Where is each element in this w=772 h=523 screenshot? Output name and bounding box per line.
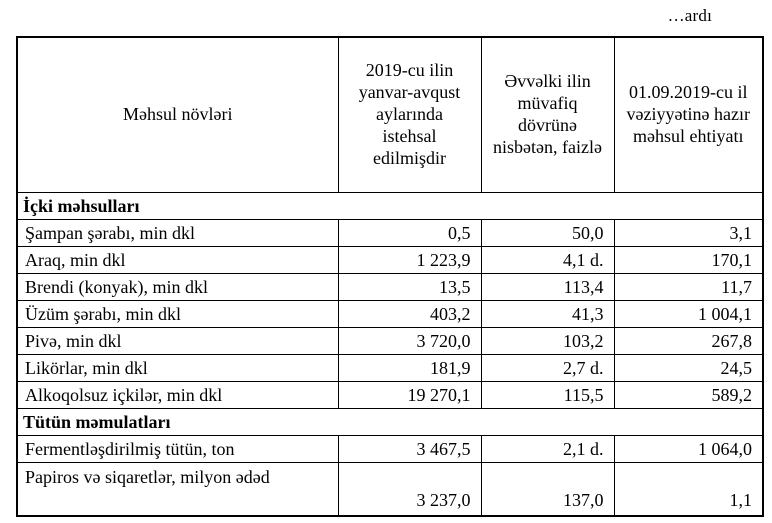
section-title: Tütün məmulatları — [17, 409, 763, 436]
table-row — [17, 328, 763, 355]
percent-value: 50,0 — [481, 220, 614, 247]
table-row — [17, 220, 763, 247]
stock-value: 1 004,1 — [614, 301, 763, 328]
stock-value: 24,5 — [614, 355, 763, 382]
percent-value: 4,1 d. — [481, 247, 614, 274]
percent-value: 115,5 — [481, 382, 614, 409]
product-label: Alkoqolsuz içkilər, min dkl — [17, 382, 338, 409]
table-row — [17, 355, 763, 382]
column-header-percent-vs-prev-year: Əvvəlki ilin müvafiq dövrünə nisbətən, faizlə — [481, 37, 614, 193]
stock-value: 170,1 — [614, 247, 763, 274]
table-row — [17, 274, 763, 301]
column-header-stock: 01.09.2019-cu il vəziyyətinə hazır məhsul ehtiyatı — [614, 37, 763, 193]
stock-value: 3,1 — [614, 220, 763, 247]
percent-value: 2,7 d. — [481, 355, 614, 382]
column-header-product-types: Məhsul növləri — [17, 37, 338, 193]
product-label: Fermentləşdirilmiş tütün, ton — [17, 436, 338, 463]
product-label: Papiros və siqaretlər, milyon ədəd — [17, 463, 338, 516]
produced-value: 1 223,9 — [338, 247, 481, 274]
percent-value: 103,2 — [481, 328, 614, 355]
table-row — [17, 436, 763, 463]
product-label: Likörlar, min dkl — [17, 355, 338, 382]
table-row — [17, 301, 763, 328]
product-label: Üzüm şərabı, min dkl — [17, 301, 338, 328]
produced-value: 13,5 — [338, 274, 481, 301]
table-row — [17, 247, 763, 274]
stock-value: 11,7 — [614, 274, 763, 301]
produced-value: 19 270,1 — [338, 382, 481, 409]
product-label: Brendi (konyak), min dkl — [17, 274, 338, 301]
column-header-produced: 2019-cu ilin yanvar-avqust aylarında istehsal edilmişdir — [338, 37, 481, 193]
produced-value: 181,9 — [338, 355, 481, 382]
table-header-row — [17, 37, 763, 193]
stock-value: 1 064,0 — [614, 436, 763, 463]
continuation-marker: …ardı — [667, 6, 712, 25]
section-row-beverages — [17, 193, 763, 220]
section-title: İçki məhsulları — [17, 193, 763, 220]
section-row-tobacco — [17, 409, 763, 436]
table-row — [17, 382, 763, 409]
products-table — [16, 36, 764, 517]
percent-value: 41,3 — [481, 301, 614, 328]
produced-value: 3 237,0 — [338, 463, 481, 516]
produced-value: 0,5 — [338, 220, 481, 247]
stock-value: 589,2 — [614, 382, 763, 409]
stock-value: 1,1 — [614, 463, 763, 516]
percent-value: 2,1 d. — [481, 436, 614, 463]
produced-value: 3 467,5 — [338, 436, 481, 463]
product-label: Araq, min dkl — [17, 247, 338, 274]
percent-value: 113,4 — [481, 274, 614, 301]
table-row — [17, 463, 763, 516]
produced-value: 3 720,0 — [338, 328, 481, 355]
product-label: Pivə, min dkl — [17, 328, 338, 355]
percent-value: 137,0 — [481, 463, 614, 516]
product-label: Şampan şərabı, min dkl — [17, 220, 338, 247]
produced-value: 403,2 — [338, 301, 481, 328]
stock-value: 267,8 — [614, 328, 763, 355]
